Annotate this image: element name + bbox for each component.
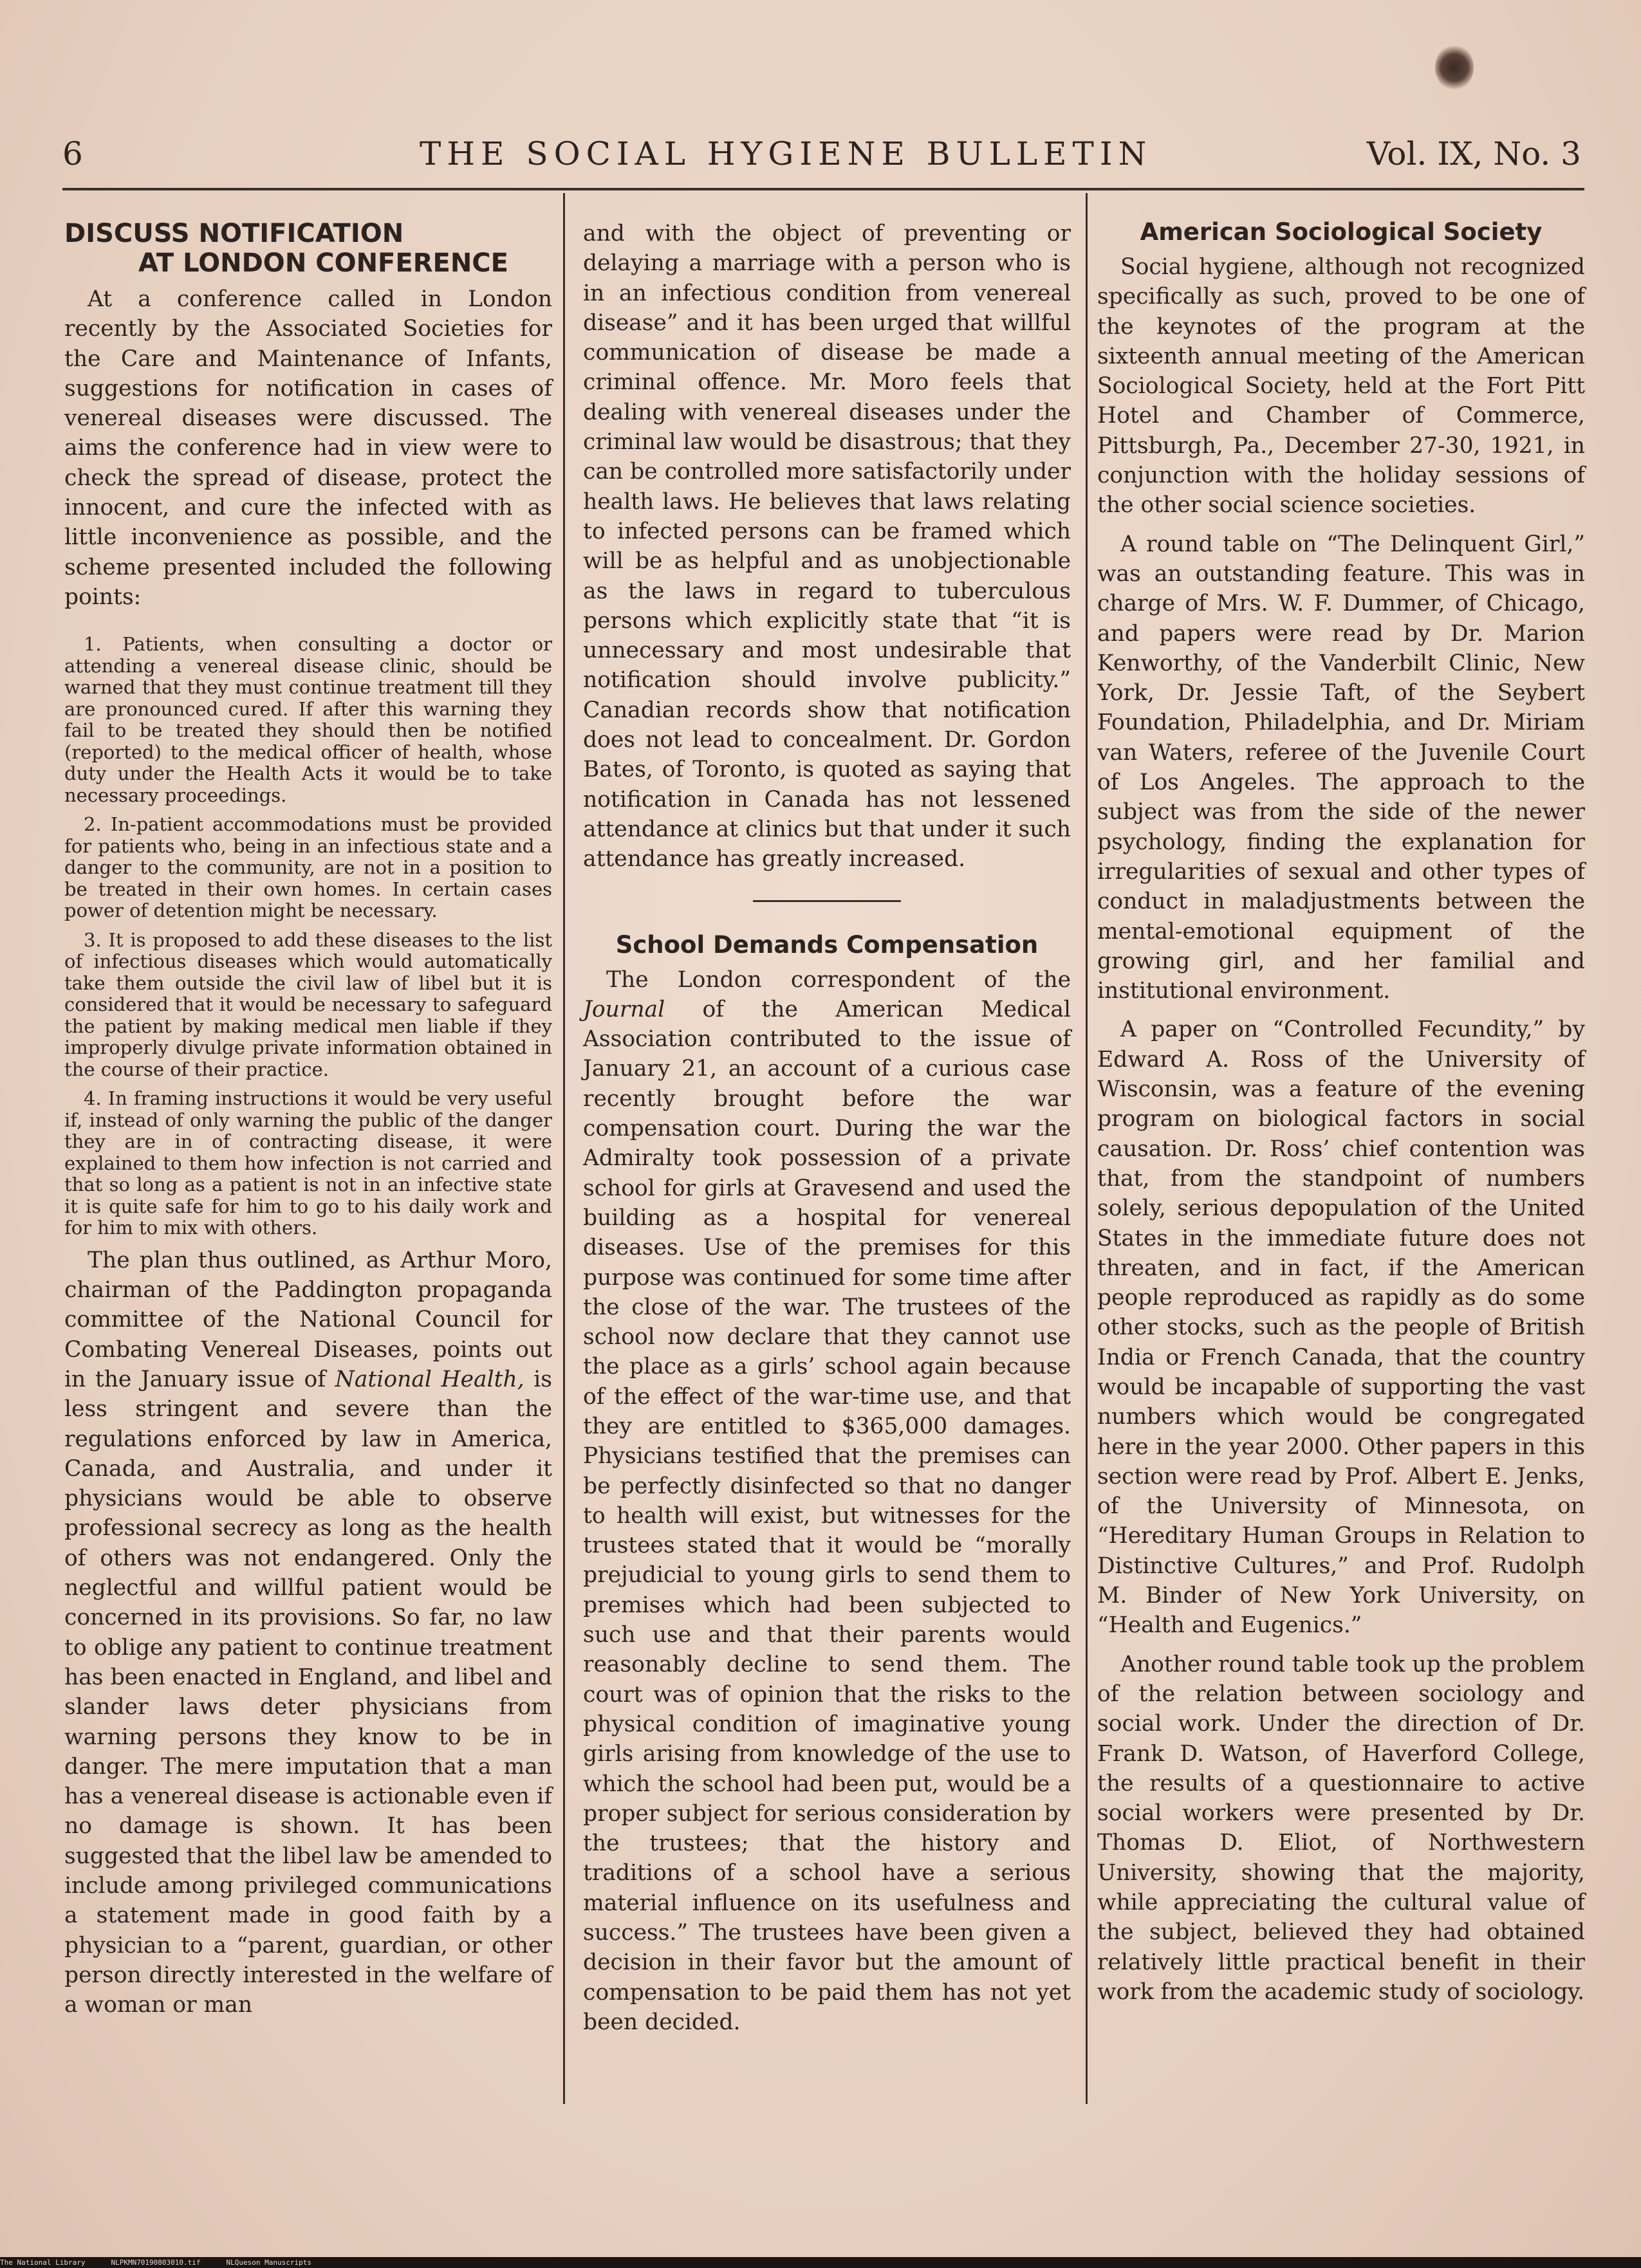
footer-collection: NLQueson Manuscripts <box>226 2258 311 2267</box>
header-rule <box>62 188 1584 190</box>
running-header <box>62 135 1581 187</box>
plan-paragraph <box>64 1246 552 2020</box>
article-heading-sociological: American Sociological Society <box>1140 218 1543 246</box>
bulletin-title: THE SOCIAL HYGIENE BULLETIN <box>420 135 1153 172</box>
sociological-paragraph-4: Another round table took up the problem of the relation between sociology and social work. Under the direction of Dr. Frank D. Watson, of Haverford College, the results of a questionnaire to active social workers were presented by Dr. Thomas D. Eliot, of Northwestern University, showing that the majority, while appreciating the cultural value of the subject, believed they had obtained relatively little practical benefit in their work from the academic study of sociology. <box>1097 1651 1585 2005</box>
plan-text-b: is less stringent and severe than the regulations enforced by law in America, Canada, and Australia, and under it physicians would be able to observe professional secrecy as long as the health of others was not endangered. Only the neglectful and willful patient would be concerned in its provisions. So far, no law to oblige any patient to continue treatment has been enacted in England, and libel and slander laws deter physicians from warning persons they know to be in danger. The mere imputation that a man has a venereal disease is actionable even if no damage is shown. It has been suggested that the libel law be amended to include among privileged communications a statement made in good faith by a physician to a “parent, guardian, or other person directly interested in the welfare of a woman or man <box>64 1366 552 2018</box>
school-paragraph <box>583 965 1071 2038</box>
school-text-a: The London correspondent of the <box>606 966 1071 993</box>
point-3: 3. It is proposed to add these diseases to the list of infectious diseases which would automatically take them outside the civil law of libel but it is considered that it would be necessary to safeguard the patient by making medical men liable if they improperly divulge private information obtained in the course of their practice. <box>64 928 552 1080</box>
intro-paragraph: At a conference called in London recently by the Associated Societies for the Care and Maintenance of Infants, suggestions for notification in cases of venereal diseases were discussed. The aims the conference had in view were to check the spread of disease, protect the innocent, and cure the infected with as little inconvenience as possible, and the scheme presented included the following points: <box>64 286 552 610</box>
ink-smudge <box>1435 45 1474 90</box>
sociological-paragraph-2: A round table on “The Delinquent Girl,” was an outstanding feature. This was in charge of Mrs. W. F. Dummer, of Chicago, and papers were read by Dr. Marion Kenworthy, of the Vanderbilt Clinic, New York, Dr. Jessie Taft, of the Seybert Foundation, Philadelphia, and Dr. Miriam van Waters, referee of the Juvenile Court of Los Angeles. The approach to the subject was from the side of the newer psychology, finding the explanation for irregularities of sexual and other types of conduct in maladjustments between the mental-emotional equipment of the growing girl, and her familial and institutional environment. <box>1097 531 1585 1004</box>
column-2 <box>583 219 1071 2037</box>
heading-line-1: DISCUSS NOTIFICATION <box>64 219 404 248</box>
heading-line-2: AT LONDON CONFERENCE <box>138 248 508 278</box>
points-list <box>64 634 552 1239</box>
page-number: 6 <box>62 135 83 172</box>
continuation-paragraph: and with the object of preventing or delaying a marriage with a person who is in an infectious condition from venereal disease” and it has been urged that willful communication of disease be made a criminal offence. Mr. Moro feels that dealing with venereal diseases under the criminal law would be disastrous; that they can be controlled more satisfactorily under health laws. He believes that laws relating to infected persons can be framed which will be as helpful and as unobjectionable as the laws in regard to tuberculous persons which explicitly state that “it is unnecessary and most undesirable that notification should involve publicity.” Canadian records show that notification does not lead to concealment. Dr. Gordon Bates, of Toronto, is quoted as saying that notification in Canada has not lessened attendance at clinics but that under it such attendance has greatly increased. <box>583 221 1071 872</box>
volume-number: Vol. IX, No. 3 <box>1366 135 1581 172</box>
footer-library: The National Library <box>0 2258 86 2267</box>
footer-file: NLPKMN70190803010.tif <box>111 2258 201 2267</box>
column-divider-2 <box>1086 193 1088 2104</box>
point-1: 1. Patients, when consulting a doctor or attending a venereal disease clinic, should be warned that they must continue treatment till they are pronounced cured. If after this warning they fail to be treated they should then be notified (reported) to the medical officer of health, whose duty under the Health Acts it would be to take necessary proceedings. <box>64 633 552 806</box>
school-text-b: of the American Medical Association contributed to the issue of January 21, an account of a curious case recently brought before the war compensation court. During the war the Admiralty took possession of a private school for girls at Gravesend and used the building as a hospital for venereal diseases. Use of the premises for this purpose was continued for some time after the close of the war. The trustees of the school now declare that they cannot use the place as a girls’ school again because of the effect of the war-time use, and that they are entitled to $365,000 damages. Physicians testified that the premises can be perfectly disinfected so that no danger to health will exist, but witnesses for the trustees stated that it would be “morally prejudicial to young girls to send them to premises which had been subjected to such use and that their parents would reasonably decline to send them. The court was of opinion that the risks to the physical condition of imaginative young girls arising from knowledge of the use to which the school had been put, would be a proper subject for serious consideration by the trustees; that the history and traditions of a school have a serious material influence on its usefulness and success.” The trustees have been given a decision in their favor but the amount of compensation to be paid them has not yet been decided. <box>583 996 1071 2035</box>
point-4: 4. In framing instructions it would be very useful if, instead of only warning the public of the danger they are in of contracting disease, it were explained to them how infection is not carried and that so long as a patient is not in an infective state it is quite safe for him to go to his daily work and for him to mix with others. <box>64 1087 552 1239</box>
plan-text-a: The plan thus outlined, as Arthur Moro, chairman of the Paddington propaganda committee of the National Council for Combating Venereal Diseases, points out in the January issue of <box>64 1247 552 1392</box>
column-3 <box>1097 217 1585 2007</box>
article-heading-notification <box>64 219 552 278</box>
column-divider-1 <box>563 193 565 2104</box>
column-1 <box>64 219 552 2020</box>
sociological-paragraph-1: Social hygiene, although not recognized specifically as such, proved to be one of the keynotes of the program at the sixteenth annual meeting of the American Sociological Society, held at the Fort Pitt Hotel and Chamber of Commerce, Pittsburgh, Pa., December 27-30, 1921, in conjunction with the holiday sessions of the other social science societies. <box>1097 254 1585 519</box>
school-text-italic: Journal <box>583 996 665 1022</box>
section-rule <box>753 900 901 902</box>
sociological-paragraph-3: A paper on “Controlled Fecundity,” by Edward A. Ross of the University of Wisconsin, was a feature of the evening program on biological factors in social causation. Dr. Ross’ chief contention was that, from the standpoint of numbers solely, serious depopulation of the United States in the immediate future does not threaten, and in fact, if the American people reproduced as rapidly as do some other stocks, such as the people of British India or French Canada, that the country would be incapable of supporting the vast numbers which would be congregated here in the year 2000. Other papers in this section were read by Prof. Albert E. Jenks, of the University of Minnesota, on “Hereditary Human Groups in Relation to Distinctive Cultures,” and Prof. Rudolph M. Binder of New York University, on “Health and Eugenics.” <box>1097 1017 1585 1639</box>
article-heading-school: School Demands Compensation <box>615 930 1039 959</box>
scan-footer <box>0 2257 1641 2268</box>
point-2: 2. In-patient accommodations must be provided for patients who, being in an infectious state and a danger to the community, are not in a position to be treated in their own homes. In certain cases power of detention might be necessary. <box>64 813 552 922</box>
plan-text-italic: National Health, <box>335 1366 524 1392</box>
